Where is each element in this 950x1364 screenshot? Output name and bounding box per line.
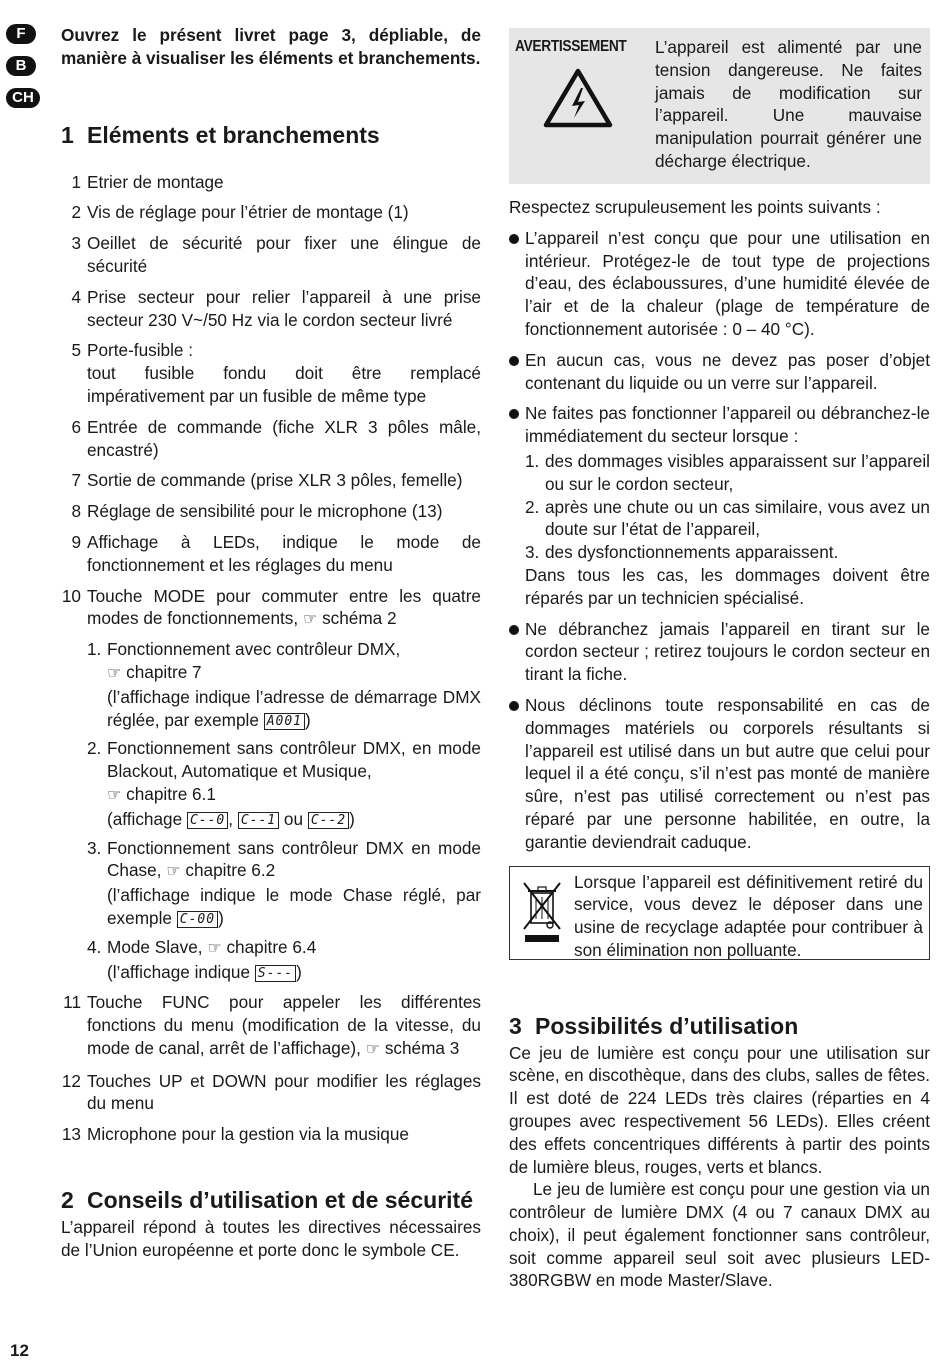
conditions-list <box>525 450 930 564</box>
item-number: 4 <box>71 286 81 307</box>
mode-reference: chapitre 7 <box>126 661 202 682</box>
bullet-text: Ne faites pas fonctionner l’appareil ou débranchez-le immédiatement du secteur lorsque : <box>525 403 930 447</box>
condition-text: après une chute ou un cas similaire, vous avez un doute sur l’état de l’appareil, <box>545 496 930 540</box>
item-reference: schéma 3 <box>384 1037 460 1058</box>
mode-display-text: (l’affichage indique <box>107 961 251 982</box>
mode-text: Fonctionnement sans contrôleur DMX en mode Chase, <box>107 837 481 881</box>
section2-body: L’appareil répond à toutes les directives nécessaires de l’Union européenne et porte donc le symbole <box>61 1217 481 1260</box>
safety-bullet <box>509 349 930 395</box>
left-column <box>61 22 481 1262</box>
item-text: Réglage de sensibilité pour le microphone (13) <box>87 501 443 522</box>
mode-display-text: (affichage <box>107 808 183 829</box>
page-number: 12 <box>10 1341 29 1360</box>
section2-text <box>61 1216 481 1262</box>
item-number: 2 <box>71 202 81 223</box>
condition-number: 1. <box>525 450 540 471</box>
disposal-notice-text: Lorsque l’appareil est définitivement retiré du service, vous devez le déposer dans une usine de recyclage adaptée pour contribuer à son élimination non polluante. <box>574 871 923 960</box>
list-item <box>61 531 481 577</box>
lcd-display: C--0 <box>187 812 228 829</box>
warning-text: L’appareil est alimenté par une tension dangereuse. Ne faites jamais de modification sur l’appareil. Une mauvaise manipulation pourrait générer une décharge électrique. <box>655 37 922 171</box>
item-number: 12 <box>61 1070 81 1091</box>
item-text: Oeillet de sécurité pour fixer une élingue de sécurité <box>87 233 481 276</box>
list-item <box>61 469 481 492</box>
high-voltage-warning-icon <box>543 68 613 128</box>
section1-title: Eléments et branchements <box>87 121 380 148</box>
item-reference: schéma 2 <box>322 608 397 629</box>
mode-reference: chapitre 6.4 <box>226 936 317 957</box>
section3-heading <box>509 1012 930 1040</box>
item-text: Touche MODE pour commuter entre les quatre modes de fonctionnements, <box>87 585 481 629</box>
safety-bullet <box>509 694 930 854</box>
lcd-display: S--- <box>255 965 296 982</box>
condition-text: des dysfonctionnements apparaissent. <box>545 542 839 563</box>
lcd-display: C-00 <box>177 911 218 928</box>
list-item <box>61 1070 481 1116</box>
item-number: 8 <box>71 501 81 522</box>
list-item <box>61 585 481 984</box>
mode-number: 3. <box>87 837 102 858</box>
mode-close: ) <box>349 808 355 829</box>
language-tabs <box>6 24 40 120</box>
mode-item <box>87 737 481 830</box>
bullet-icon <box>509 409 519 419</box>
section3-paragraph-2: Le jeu de lumière est conçu pour une gestion via un contrôleur de lumière DMX (4 ou 7 canaux DMX au choix), il peut également fonctionner sans contrôleur, soit comme appareil seul soit avec plusieurs LED-380RGBW en mode Master/Slave. <box>509 1179 930 1291</box>
mode-item <box>87 638 481 731</box>
safety-bullet <box>509 227 930 341</box>
safety-bullet <box>509 402 930 609</box>
mode-number: 4. <box>87 936 102 957</box>
condition-item <box>525 450 930 496</box>
section2-heading <box>61 1186 481 1214</box>
pointing-hand-icon: ☞ <box>302 611 318 629</box>
safety-bullet <box>509 618 930 686</box>
mode-item <box>87 936 481 984</box>
item-number: 3 <box>71 233 81 254</box>
right-column <box>509 28 930 1292</box>
language-badge-ch: CH <box>6 88 40 108</box>
section1-heading <box>61 121 481 149</box>
item-number: 1 <box>71 171 81 192</box>
list-item <box>61 286 481 332</box>
conditions-note: Dans tous les cas, les dommages doivent être réparés par un technicien spécialisé. <box>525 564 930 608</box>
warning-label: AVERTISSEMENT <box>515 38 627 55</box>
bullet-text: L’appareil n’est conçu que pour une utilisation en intérieur. Protégez-le de tout type de projections d’eau, des éclaboussures, d’une humidité élevée de l’air et de la chaleur (plage de température de fonctionnement autorisée : 0 – 40 °C). <box>525 227 930 339</box>
item-text: Microphone pour la gestion via la musique <box>87 1124 409 1145</box>
language-badge-f: F <box>6 24 36 44</box>
lcd-display: A001 <box>264 713 305 730</box>
condition-number: 2. <box>525 496 540 517</box>
item-text: Vis de réglage pour l’étrier de montage (1) <box>87 202 409 223</box>
bullet-text: Ne débranchez jamais l’appareil en tirant sur le cordon secteur ; retirez toujours le cordon secteur en tirant la fiche. <box>525 618 930 685</box>
item-text: Touche FUNC pour appeler les différentes fonctions du menu (modification de la vitesse, du mode de canal, arrêt de l’affichage), <box>87 992 481 1058</box>
mode-reference: chapitre 6.2 <box>185 860 276 881</box>
section2-end: . <box>454 1239 460 1260</box>
mode-or: ou <box>283 808 304 829</box>
item-number: 6 <box>71 416 81 437</box>
lcd-display: C--2 <box>308 812 349 829</box>
mode-text: Mode Slave, <box>107 936 203 957</box>
list-item <box>61 171 481 194</box>
item-text: Entrée de commande (fiche XLR 3 pôles mâle, encastré) <box>87 416 481 460</box>
item-text: Etrier de montage <box>87 171 224 192</box>
disposal-notice-box <box>509 866 930 960</box>
item-number: 10 <box>61 585 81 606</box>
pointing-hand-icon: ☞ <box>166 863 181 881</box>
mode-close: ) <box>218 907 224 928</box>
mode-text: Fonctionnement sans contrôleur DMX, en mode Blackout, Automatique et Musique, <box>107 738 481 782</box>
item-number: 13 <box>61 1124 81 1145</box>
crossed-bin-icon <box>520 879 564 945</box>
item-number: 7 <box>71 470 81 491</box>
pointing-hand-icon: ☞ <box>207 939 222 957</box>
list-item <box>61 500 481 523</box>
mode-display-text: (l’affichage indique le mode Chase réglé, par exemple <box>107 885 481 928</box>
item-number: 5 <box>71 340 81 361</box>
section3-paragraph-1: Ce jeu de lumière est conçu pour une utilisation sur scène, en discothèque, dans des clubs, salles de fêtes. Il est doté de 224 LEDs très claires (réparties en 4 groupes avec respectivement 56 LEDs). Elles créent des effets concentriques différents à partir des points de lumière bleus, rouges, verts et blancs. <box>509 1042 930 1177</box>
section1-number: 1 <box>61 121 74 148</box>
item-number: 9 <box>71 531 81 552</box>
item-text: Affichage à LEDs, indique le mode de fonctionnement et les réglages du menu <box>87 531 481 575</box>
mode-reference: chapitre 6.1 <box>126 783 216 804</box>
item-text: Touches UP et DOWN pour modifier les réglages du menu <box>87 1070 481 1114</box>
mode-item <box>87 837 481 930</box>
pointing-hand-icon: ☞ <box>107 786 122 804</box>
mode-close: ) <box>305 709 311 730</box>
pointing-hand-icon: ☞ <box>365 1040 381 1058</box>
item-text-detail: tout fusible fondu doit être remplacé impérativement par un fusible de même type <box>87 363 481 406</box>
bullet-icon <box>509 356 519 366</box>
mode-number: 1. <box>87 639 102 660</box>
pointing-hand-icon: ☞ <box>107 664 122 682</box>
warning-box <box>509 28 930 184</box>
lcd-display: C--1 <box>238 812 279 829</box>
mode-display-text: (l’affichage indique l’adresse de démarrage DMX réglée, par exemple <box>107 686 481 730</box>
mode-close: ) <box>296 961 302 982</box>
section3-title: Possibilités d’utilisation <box>535 1012 799 1039</box>
mode-separator: , <box>228 808 234 829</box>
item-text: Porte-fusible : <box>87 340 194 361</box>
ce-mark-icon: CE <box>430 1239 455 1260</box>
item-text: Prise secteur pour relier l’appareil à une prise secteur 230 V~/50 Hz via le cordon secteur livré <box>87 286 481 330</box>
list-item <box>61 1123 481 1146</box>
bullet-text: Nous déclinons toute responsabilité en cas de dommages matériels ou corporels résultants si l’appareil est utilisé dans un but autre que celui pour lequel il a été conçu, s’il n’est pas monté de manière sûre, n’est pas utilisé correctement ou n’est pas réparé par une personne habilitée, en outre, la garantie deviendrait caduque. <box>525 694 930 852</box>
section3-number: 3 <box>509 1012 522 1039</box>
section2-title: Conseils d’utilisation et de sécurité <box>87 1187 473 1214</box>
intro-text: Ouvrez le présent livret page 3, dépliable, de manière à visualiser les éléments et branchements. <box>61 25 481 68</box>
condition-item <box>525 541 930 564</box>
bullet-icon <box>509 701 519 711</box>
list-item <box>61 339 481 407</box>
item-text: Sortie de commande (prise XLR 3 pôles, femelle) <box>87 470 463 491</box>
bullet-text: En aucun cas, vous ne devez pas poser d’objet contenant du liquide ou un verre sur l’appareil. <box>525 349 930 393</box>
mode-number: 2. <box>87 738 102 759</box>
components-list <box>61 171 481 1146</box>
respect-text: Respectez scrupuleusement les points suivants : <box>509 197 881 217</box>
list-item <box>61 416 481 462</box>
list-item <box>61 991 481 1061</box>
condition-text: des dommages visibles apparaissent sur l’appareil ou sur le cordon secteur, <box>545 450 930 494</box>
mode-text: Fonctionnement avec contrôleur DMX, <box>107 639 401 660</box>
language-badge-b: B <box>6 56 36 76</box>
bullet-icon <box>509 625 519 635</box>
list-item <box>61 232 481 278</box>
list-item <box>61 201 481 224</box>
section2-number: 2 <box>61 1187 74 1214</box>
item-number: 11 <box>63 992 81 1013</box>
condition-item <box>525 496 930 542</box>
bullet-icon <box>509 234 519 244</box>
condition-number: 3. <box>525 542 540 563</box>
